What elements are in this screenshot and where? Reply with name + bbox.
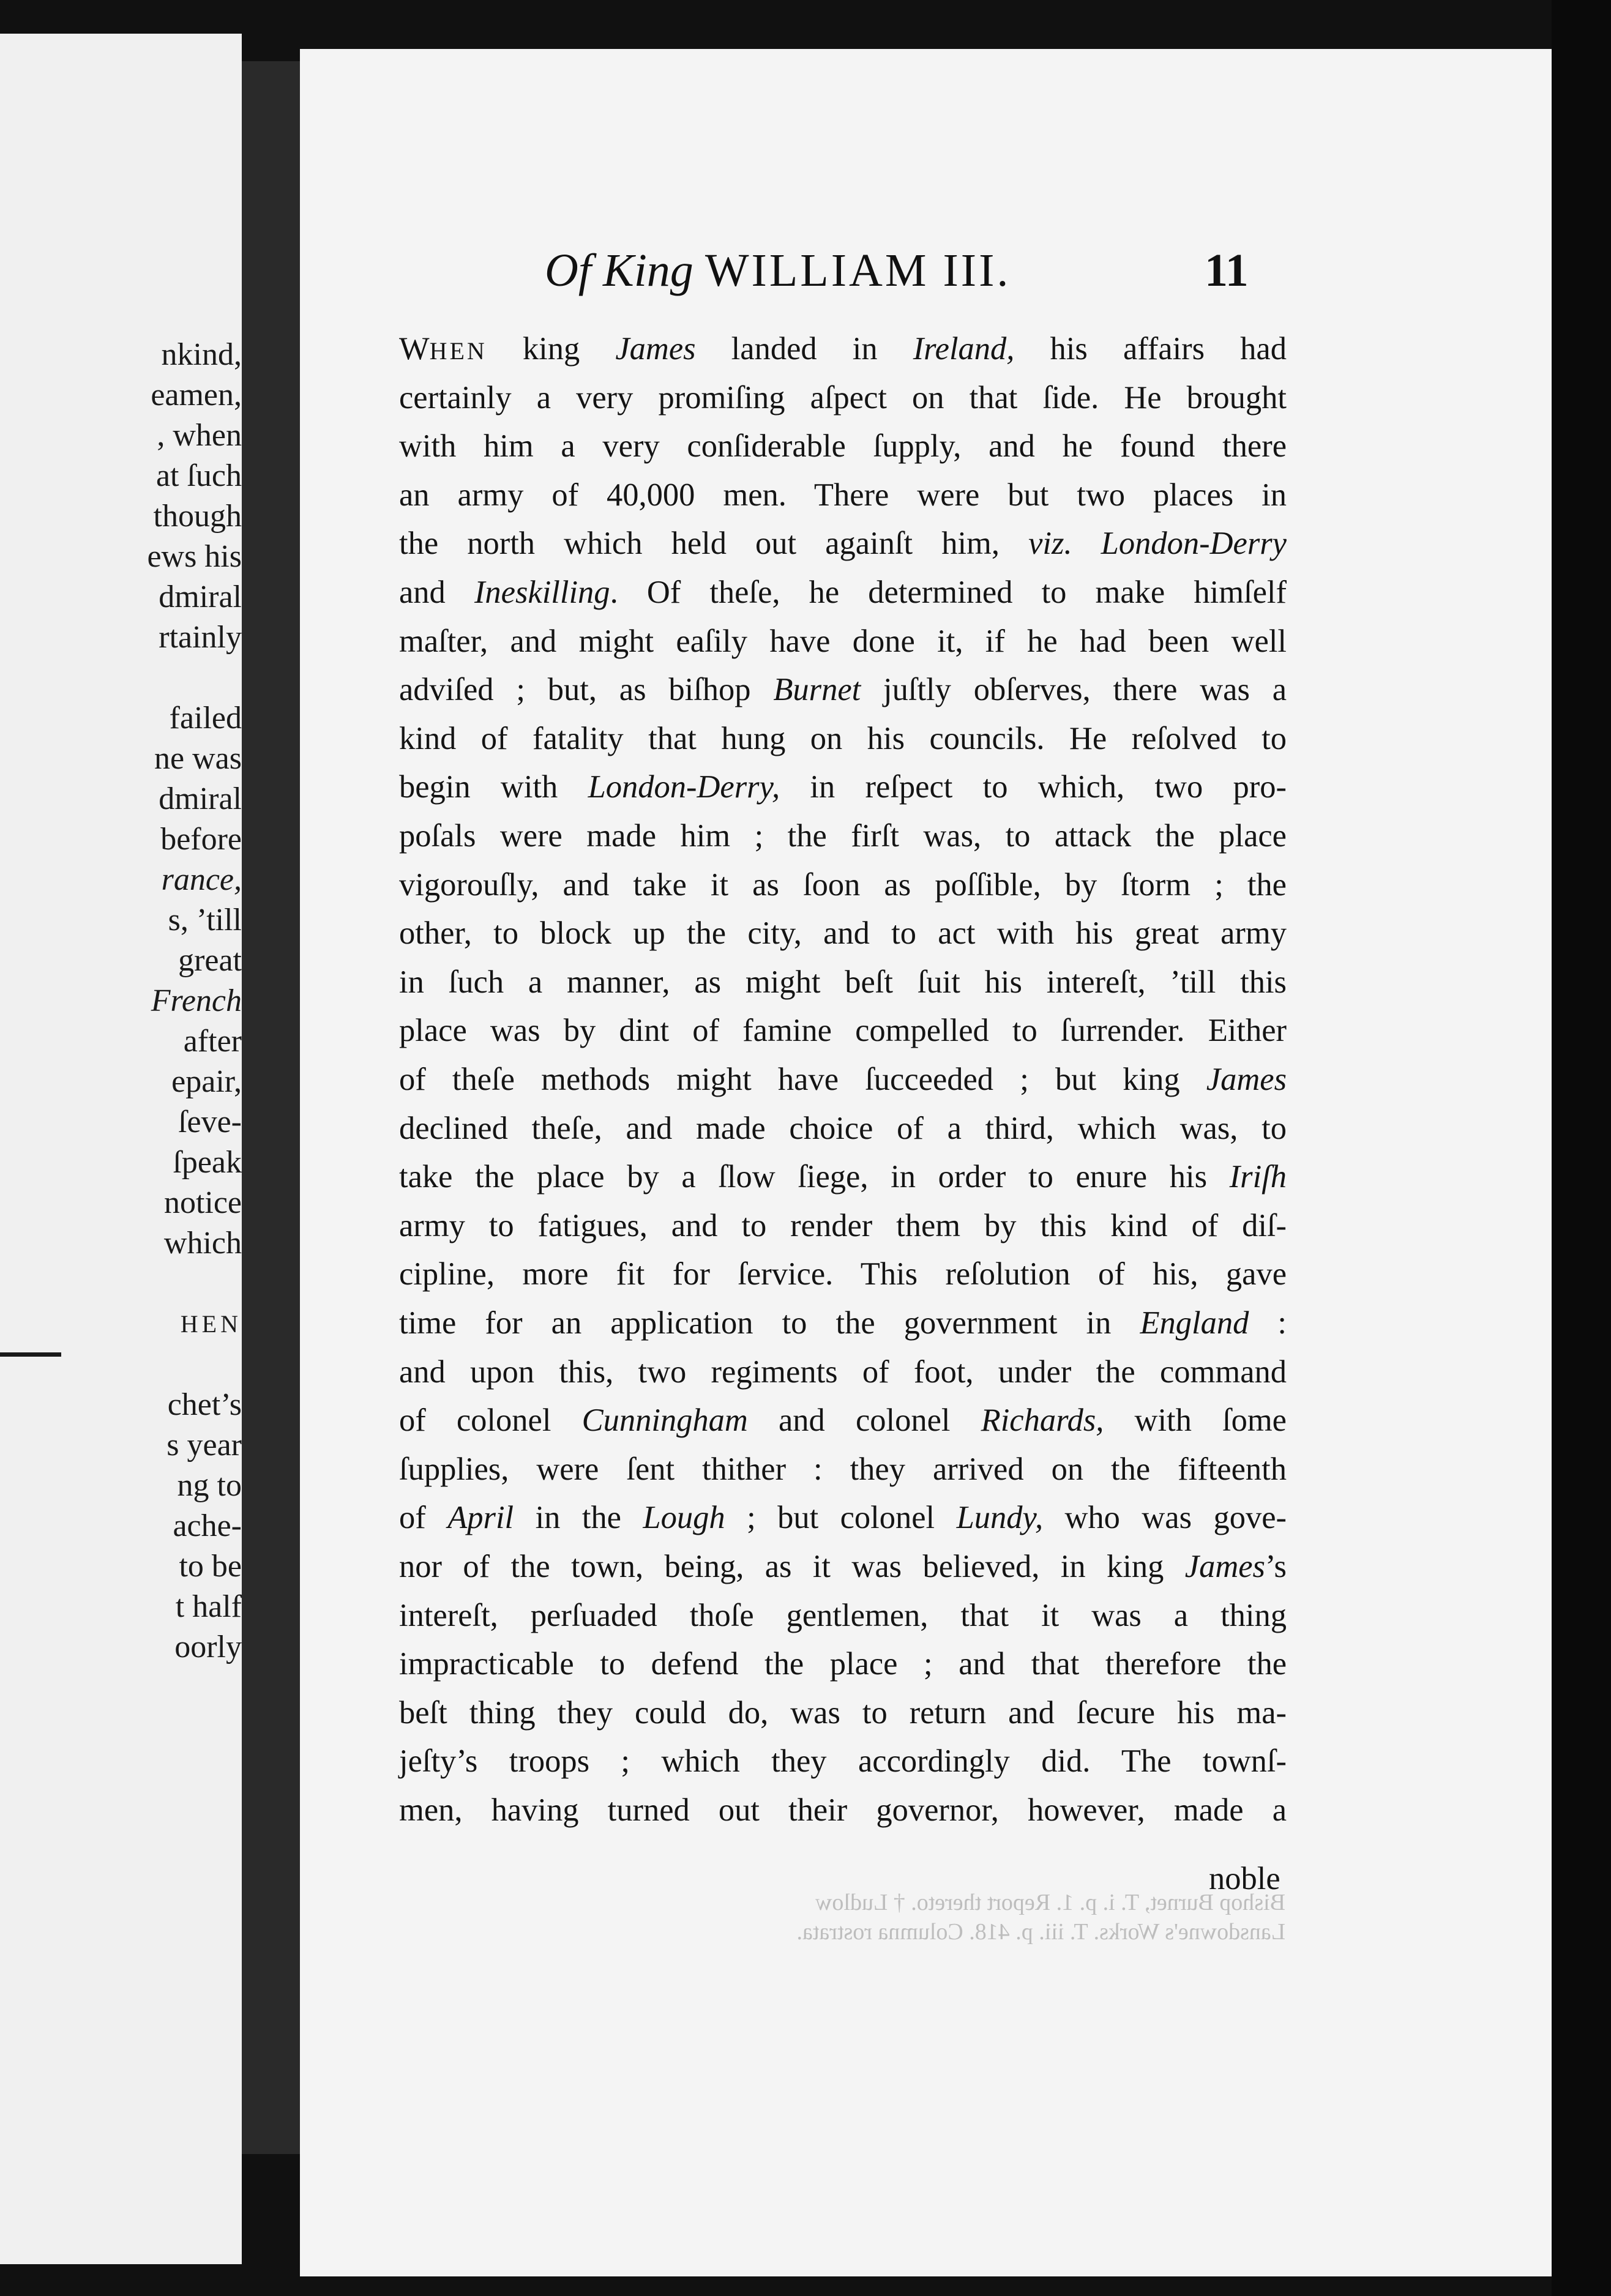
left-page-line: nkind, (161, 337, 242, 372)
text-segment: time for an application to the government in (399, 1305, 1140, 1341)
text-line (399, 1055, 1287, 1104)
left-page-line: after (183, 1024, 242, 1059)
text-segment: and colonel (747, 1403, 981, 1439)
italic-text: Burnet (773, 672, 861, 708)
text-line (399, 762, 1287, 811)
left-page-line: chet’s (167, 1387, 242, 1422)
text-segment: : (1249, 1305, 1287, 1341)
text-line (399, 1299, 1287, 1347)
text-segment: jeſty’s troops ; which they accordingly did. The townſ- (399, 1743, 1287, 1780)
left-page-line: at ſuch (155, 458, 242, 493)
running-head-caps: WILLIAM III. (705, 245, 1011, 296)
text-segment: of (399, 1500, 448, 1536)
text-segment: kind of fatality that hung on his councils. He reſolved to (399, 720, 1287, 756)
text-segment: in the (514, 1500, 643, 1536)
text-segment: . Of theſe, he determined to make himſelf (610, 575, 1287, 610)
italic-text: Cunningham (581, 1403, 748, 1439)
text-segment: of theſe methods might have ſucceeded ; but king (399, 1062, 1206, 1097)
text-line (399, 1688, 1287, 1737)
text-line (399, 860, 1287, 909)
text-segment: ſupplies, were ſent thither : they arrived on the fifteenth (399, 1451, 1287, 1487)
left-page-line: ſeve- (178, 1105, 242, 1139)
running-head (545, 240, 1011, 301)
text-line (399, 1445, 1287, 1494)
text-segment: in reſpect to which, two pro- (780, 769, 1287, 805)
page-number: 11 (1205, 245, 1249, 296)
text-segment: poſals were made him ; the firſt was, to attack the place (399, 818, 1287, 854)
text-segment: vigorouſly, and take it as ſoon as poſſible, by ſtorm ; the (399, 867, 1287, 903)
left-page-line: rtainly (159, 620, 242, 655)
left-page-line: ng to (177, 1468, 242, 1503)
text-line (399, 958, 1287, 1007)
text-segment: juſtly obſerves, there was a (861, 672, 1287, 708)
text-line (399, 471, 1287, 520)
text-segment: and upon this, two regiments of foot, under the command (399, 1354, 1287, 1390)
italic-text: Ineskilling (474, 575, 610, 610)
left-page-line: ne was (154, 741, 242, 776)
text-line (399, 1396, 1287, 1445)
bleed-through-text (673, 1888, 1285, 1947)
text-segment: with ſome (1104, 1403, 1287, 1439)
text-segment: ; but colonel (725, 1500, 957, 1536)
left-page-line: which (163, 1226, 242, 1261)
italic-text: England (1140, 1305, 1249, 1341)
text-line (399, 1152, 1287, 1201)
text-segment: place was by dint of famine compelled to ſurrender. Either (399, 1013, 1287, 1049)
text-line (399, 373, 1287, 422)
left-page-line: failed (169, 701, 242, 736)
left-page-line: French (151, 983, 242, 1018)
text-segment: beſt thing they could do, was to return and ſecure his ma- (399, 1694, 1287, 1731)
text-segment: who was gove- (1043, 1500, 1287, 1536)
italic-text: Richards, (981, 1403, 1104, 1439)
italic-text: James (1206, 1062, 1287, 1097)
text-line (399, 519, 1287, 568)
italic-text: James (615, 331, 696, 367)
text-line (399, 1591, 1287, 1640)
text-segment: other, to block up the city, and to act with his great army (399, 915, 1287, 952)
text-line (399, 1786, 1287, 1835)
left-page-line: dmiral (159, 580, 242, 614)
text-line (399, 1006, 1287, 1055)
text-segment: with him a very conſiderable ſupply, and he found there (399, 428, 1287, 464)
left-page-line: before (160, 822, 242, 857)
text-segment: begin with (399, 769, 588, 805)
italic-text: viz. London-Derry (1028, 526, 1287, 562)
text-segment: nor of the town, being, as it was believed, in king (399, 1549, 1185, 1584)
text-line (399, 617, 1287, 666)
text-segment: certainly a very promiſing aſpect on that ſide. He brought (399, 379, 1287, 416)
text-segment: impracticable to defend the place ; and that therefore the (399, 1646, 1287, 1682)
text-segment: intereſt, perſuaded thoſe gentlemen, that it was a thing (399, 1597, 1287, 1633)
text-segment: adviſed ; but, as biſhop (399, 672, 774, 708)
italic-text: April (447, 1500, 514, 1536)
text-segment: army to fatigues, and to render them by this kind of diſ- (399, 1207, 1287, 1243)
left-page-line: ſpeak (173, 1145, 242, 1180)
text-line (399, 909, 1287, 958)
left-page-line: though (153, 499, 242, 534)
text-line (399, 1493, 1287, 1542)
text-segment: landed in (695, 331, 913, 367)
text-line (399, 811, 1287, 860)
left-page-line: oorly (174, 1630, 242, 1664)
text-line (399, 1542, 1287, 1591)
book-gutter (242, 61, 300, 2154)
italic-text: James (1184, 1549, 1265, 1584)
text-segment: king (487, 331, 616, 367)
scan-border (1552, 0, 1611, 2296)
text-line (399, 1201, 1287, 1250)
left-page-line: great (178, 943, 242, 978)
text-line (399, 1347, 1287, 1396)
italic-text: Iriſh (1229, 1159, 1287, 1195)
text-segment: declined theſe, and made choice of a third, which was, to (399, 1110, 1287, 1146)
italic-text: Lough (643, 1500, 725, 1536)
left-page-line: eamen, (151, 378, 242, 412)
text-line (399, 568, 1287, 617)
left-page-line: dmiral (159, 781, 242, 816)
text-segment: his affairs had (1014, 331, 1287, 367)
bleed-through-line: Bishop Burnet, T. i. p. 1. Report thereto. † Ludlow (815, 1890, 1285, 1915)
text-line (399, 324, 1287, 373)
text-segment: take the place by a ſlow ſiege, in order to enure his (399, 1159, 1230, 1195)
text-segment: W (399, 331, 430, 367)
text-segment: maſter, and might eaſily have done it, if he had been well (399, 623, 1287, 659)
small-caps-text: HEN (429, 337, 487, 365)
left-page-line: s, ’till (168, 903, 242, 937)
italic-text: London-Derry, (588, 769, 780, 805)
text-line (399, 665, 1287, 714)
italic-text: Ireland, (913, 331, 1015, 367)
left-page-line: rance, (161, 862, 242, 897)
left-page-line: ache- (173, 1508, 242, 1543)
left-page-line: s year (166, 1428, 242, 1463)
text-segment: men, having turned out their governor, however, made a (399, 1792, 1287, 1828)
text-line (399, 422, 1287, 471)
left-page-line: notice (163, 1185, 242, 1220)
running-head-italic: Of King (545, 245, 693, 296)
bleed-through-line: Lansdowne's Works. T. iii. p. 418. Columna rostrata. (796, 1919, 1285, 1945)
text-segment: ’s (1265, 1549, 1287, 1584)
text-segment: an army of 40,000 men. There were but two places in (399, 477, 1287, 513)
italic-text: Lundy, (956, 1500, 1044, 1536)
text-segment: and (399, 575, 474, 610)
text-line (399, 1639, 1287, 1688)
left-page-line: HEN (180, 1310, 242, 1338)
text-line (399, 1737, 1287, 1786)
left-page-line: epair, (171, 1064, 242, 1099)
text-line (399, 714, 1287, 763)
left-page-line: ews his (147, 539, 242, 574)
left-page-line: , when (157, 418, 242, 453)
text-segment: the north which held out againſt him, (399, 526, 1029, 562)
text-line (399, 1250, 1287, 1299)
text-segment: in ſuch a manner, as might beſt ſuit his intereſt, ’till this (399, 964, 1287, 1000)
text-segment: of colonel (399, 1403, 582, 1439)
left-facing-page (0, 34, 242, 2264)
text-segment: cipline, more fit for ſervice. This reſolution of his, gave (399, 1256, 1287, 1292)
catchword: noble (1209, 1861, 1280, 1896)
text-line (399, 1104, 1287, 1153)
left-page-rule (0, 1352, 61, 1357)
left-page-line: to be (179, 1549, 242, 1584)
left-page-line: t half (175, 1589, 242, 1624)
